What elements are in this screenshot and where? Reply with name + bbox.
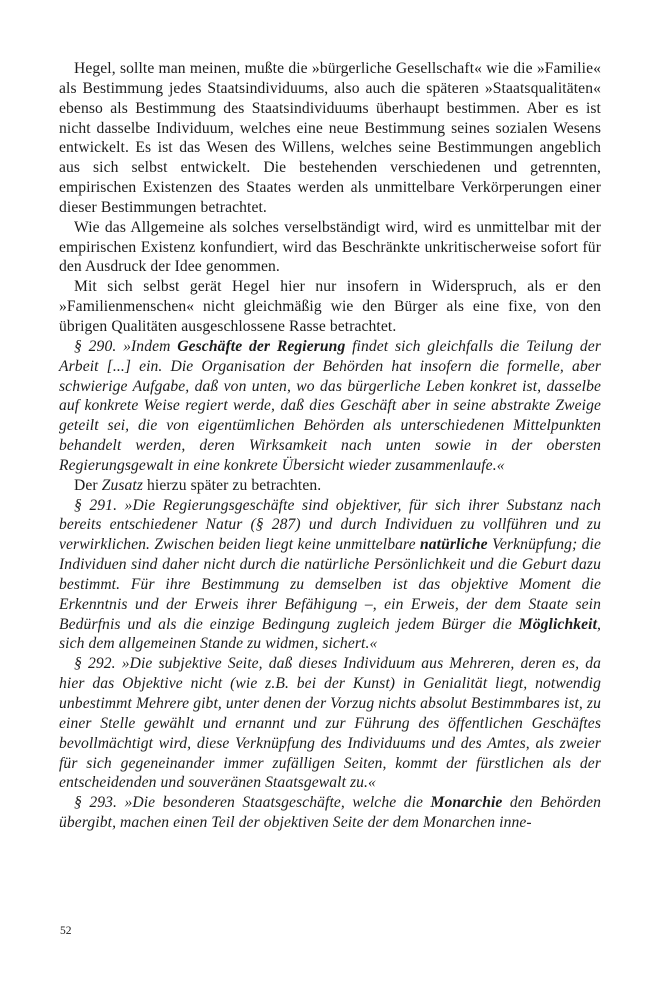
paragraph [59,59,601,218]
paragraph [59,654,601,793]
emphasis-bold-italic: natürliche [419,536,488,554]
paragraph [59,218,601,278]
text-run: hierzu später zu betrachten. [143,476,322,494]
text-run: Wie das Allgemeine als solches verselbständigt wird, wird es unmittelbar mit der empirischen Existenz konfundiert, wird das Beschränkte unkritischerweise sofort für den Ausdruck der Idee genommen. [59,218,601,276]
body-text [59,59,601,833]
paragraph [59,337,601,476]
emphasis-italic: § 292. »Die subjektive Seite, daß dieses Individuum aus Mehreren, deren es, da hier das Objektive nicht (wie z.B. bei der Kunst) in Genialität liegt, notwendig unbestimmt Mehrere gibt, unter denen der Vorzug nichts absolut Bestimmbares ist, zu einer Stelle gewählt und ernannt und zur Führung des öffentlichen Geschäftes bevollmächtigt wird, diese Verknüpfung des Individuums und des Amtes, als zweier für sich gegeneinander immer zufälligen Seiten, kommt der fürstlichen als der entscheidenden und souveränen Staatsgewalt zu.« [59,655,601,792]
emphasis-bold-italic: Monarchie [430,794,503,812]
emphasis-italic: Verknüpfung; die Individuen sind daher nicht durch die natürliche Persönlichkeit und die Geburt dazu bestimmt. Für ihre Bestimmung zu demselben ist das objektive Moment die Erkenntnis und der Erweis ihrer Befähigung –, ein Erweis, der dem Staate sein Bedürfnis und als die einzige Bedingung zugleich jedem Bürger die [59,536,601,633]
paragraph [59,793,601,833]
emphasis-bold-italic: Geschäfte der Regierung [177,337,346,355]
emphasis-italic: § 290. »Indem [74,337,178,355]
emphasis-italic: , sich dem allgemeinen Stande zu widmen, sichert.« [59,615,601,653]
emphasis-italic: Zusatz [101,476,144,494]
text-run: Der [74,476,102,494]
emphasis-italic: findet sich gleichfalls die Teilung der Arbeit [...] ein. Die Organisation der Behörden hat insofern die formelle, aber schwierige Aufgabe, daß von unten, wo das bürgerliche Leben konkret ist, dasselbe auf konkrete Weise regiert werde, daß dies Geschäft aber in seine abstrakte Zweige geteilt sei, die von eigentümlichen Behörden als unterschiedenen Mittelpunkten behandelt werden, deren Wirksamkeit nach unten sowie in der obersten Regierungsgewalt in eine konkrete Übersicht wieder zusammenlaufe.« [59,337,601,474]
emphasis-bold-italic: Möglichkeit [518,615,597,633]
text-run: Mit sich selbst gerät Hegel hier nur insofern in Widerspruch, als er den »Familienmenschen« nicht gleichmäßig wie den Bürger als eine fixe, von den übrigen Qualitäten ausgeschlossene Rasse betrachtet. [59,278,601,335]
paragraph [59,277,601,337]
emphasis-italic: den Behörden übergibt, machen einen Teil der objektiven Seite der dem Monarchen inne- [59,794,601,832]
emphasis-italic: § 291. »Die Regierungsgeschäfte sind objektiver, für sich ihrer Substanz nach bereits entschiedener Natur (§ 287) und durch Individuen zu vollführen und zu verwirklichen. Zwischen beiden liegt keine unmittelbare [59,496,601,554]
paragraph [59,496,601,655]
text-run: Hegel, sollte man meinen, mußte die »bürgerliche Gesellschaft« wie die »Familie« als Bestimmung jedes Staatsindividuums, also auch die späteren »Staatsqualitäten« ebenso als Bestimmung des Staatsindividuums überhaupt bestimmen. Aber es ist nicht dasselbe Individuum, welches eine neue Bestimmung seines sozialen Wesens entwickelt. Es ist das Wesen des Willens, welches seine Bestimmungen angeblich aus sich selbst entwickelt. Die bestehenden verschiedenen und getrennten, empirischen Existenzen des Staates werden als unmittelbare Verkörperungen einer dieser Bestimmungen betrachtet. [59,60,601,216]
page-number: 52 [60,925,72,937]
emphasis-italic: § 293. »Die besonderen Staatsgeschäfte, welche die [74,794,431,812]
paragraph [59,476,601,496]
